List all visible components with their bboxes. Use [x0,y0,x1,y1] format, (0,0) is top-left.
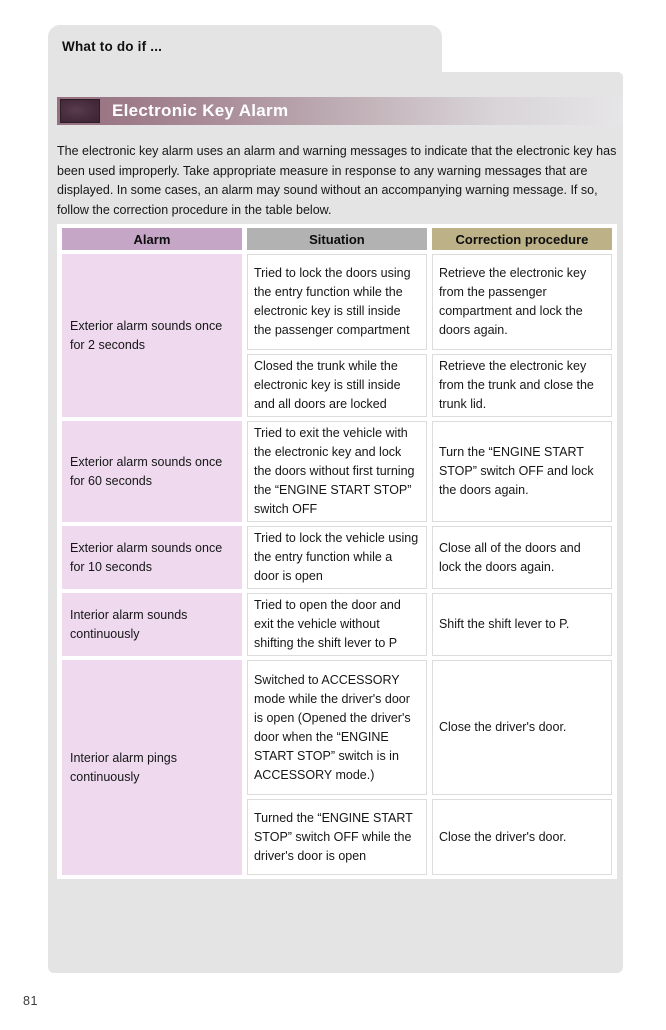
situation-cell: Tried to lock the doors using the entry function while the electronic key is still inside the passenger compartment [247,254,427,350]
page-number: 81 [23,994,38,1008]
section-thumbnail-icon [60,99,100,123]
content-panel [48,72,623,973]
correction-cell: Shift the shift lever to P. [432,593,612,656]
column-header-alarm: Alarm [62,228,242,250]
correction-cell: Close all of the doors and lock the doors again. [432,526,612,589]
alarm-cell: Interior alarm pings continuously [62,660,242,875]
table-row [62,254,612,350]
correction-cell: Retrieve the electronic key from the trunk and close the trunk lid. [432,354,612,417]
section-tab [48,25,442,72]
table-header-row [62,228,612,250]
column-header-situation: Situation [247,228,427,250]
correction-cell: Turn the “ENGINE START STOP” switch OFF and lock the doors again. [432,421,612,522]
alarm-cell: Exterior alarm sounds once for 10 seconds [62,526,242,589]
correction-cell: Close the driver's door. [432,799,612,875]
table-row [62,421,612,522]
table-row [62,593,612,656]
section-title-bar [57,97,623,125]
intro-paragraph: The electronic key alarm uses an alarm and warning messages to indicate that the electronic key has been used improperly. Take appropriate measure in response to any warning messages that are displayed. In some cases, an alarm may sound without an accompanying warning message. If so, follow the correction procedure in the table below. [57,144,617,217]
table-row [62,526,612,589]
situation-cell: Closed the trunk while the electronic key is still inside and all doors are locked [247,354,427,417]
situation-cell: Tried to open the door and exit the vehicle without shifting the shift lever to P [247,593,427,656]
alarm-cell: Exterior alarm sounds once for 2 seconds [62,254,242,417]
situation-cell: Tried to exit the vehicle with the electronic key and lock the doors without first turning the “ENGINE START STOP” switch OFF [247,421,427,522]
situation-cell: Tried to lock the vehicle using the entry function while a door is open [247,526,427,589]
column-header-correction: Correction procedure [432,228,612,250]
alarm-cell: Exterior alarm sounds once for 60 seconds [62,421,242,522]
table-row [62,660,612,795]
situation-cell: Turned the “ENGINE START STOP” switch OFF while the driver's door is open [247,799,427,875]
alarm-cell: Interior alarm sounds continuously [62,593,242,656]
section-title: Electronic Key Alarm [112,101,289,120]
situation-cell: Switched to ACCESSORY mode while the driver's door is open (Opened the driver's door when the “ENGINE START STOP” switch is in ACCESSORY mode.) [247,660,427,795]
alarm-table [57,224,617,879]
correction-cell: Retrieve the electronic key from the passenger compartment and lock the doors again. [432,254,612,350]
correction-cell: Close the driver's door. [432,660,612,795]
section-tab-label: What to do if ... [62,39,163,54]
